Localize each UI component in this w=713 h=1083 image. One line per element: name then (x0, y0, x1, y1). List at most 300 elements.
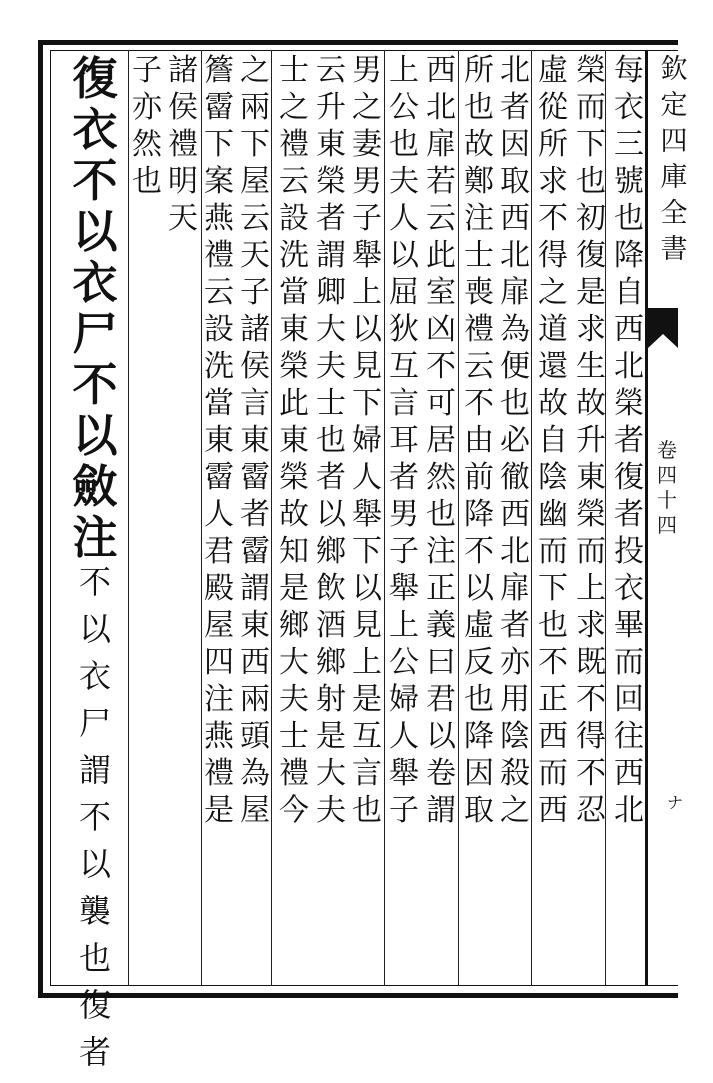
glyph: 西 (500, 497, 530, 532)
text-column-12 (200, 53, 238, 976)
glyph: 為 (500, 312, 530, 347)
glyph: 為 (240, 756, 270, 791)
glyph: 北 (614, 349, 644, 384)
glyph: 卷 (657, 438, 677, 462)
glyph: 子 (240, 275, 270, 310)
glyph: 上 (352, 275, 382, 310)
glyph: 下 (576, 127, 606, 162)
glyph: 兩 (240, 90, 270, 125)
glyph: 下 (204, 127, 234, 162)
glyph: 大 (316, 756, 346, 791)
glyph: 曰 (426, 645, 456, 680)
glyph: 君 (204, 534, 234, 569)
glyph: 從 (538, 90, 568, 125)
book-title (657, 56, 691, 272)
glyph: 以 (316, 497, 346, 532)
margin-leaf: ナ (667, 793, 684, 812)
glyph: 案 (204, 164, 234, 199)
glyph: 子 (352, 201, 382, 236)
glyph: 東 (204, 423, 234, 458)
glyph: 鄉 (316, 534, 346, 569)
text-column-5 (460, 53, 498, 976)
glyph: 西 (614, 756, 644, 791)
glyph: 注 (464, 201, 494, 236)
glyph: 東 (316, 127, 346, 162)
glyph: 洗 (204, 349, 234, 384)
glyph: 忍 (576, 793, 606, 828)
glyph: 求 (576, 312, 606, 347)
glyph: 也 (614, 201, 644, 236)
glyph: 大 (279, 645, 309, 680)
glyph: 言 (352, 756, 382, 791)
glyph: 也 (464, 90, 494, 125)
glyph: 耳 (389, 423, 419, 458)
glyph: 大 (316, 312, 346, 347)
glyph: 定 (660, 90, 688, 121)
glyph: 故 (538, 386, 568, 421)
glyph: 正 (538, 682, 568, 717)
glyph: 公 (389, 90, 419, 125)
glyph: 畢 (614, 608, 644, 643)
glyph: 生 (576, 349, 606, 384)
glyph: 夫 (316, 349, 346, 384)
text-column-14 (128, 53, 166, 976)
glyph: 四 (657, 513, 677, 537)
glyph: 而 (576, 534, 606, 569)
glyph: 取 (464, 793, 494, 828)
glyph: 故 (279, 497, 309, 532)
glyph: 也 (576, 164, 606, 199)
glyph: 復 (72, 52, 118, 105)
glyph: 今 (279, 793, 309, 828)
glyph: 士 (279, 719, 309, 754)
glyph: 前 (464, 460, 494, 495)
glyph: 往 (614, 719, 644, 754)
glyph: 也 (426, 497, 456, 532)
glyph: 下 (240, 127, 270, 162)
glyph: 之 (538, 275, 568, 310)
glyph: 扉 (426, 127, 456, 162)
glyph: 者 (240, 497, 270, 532)
glyph: 屋 (204, 608, 234, 643)
glyph: 公 (389, 645, 419, 680)
glyph: 西 (426, 53, 456, 88)
glyph: 書 (660, 234, 688, 265)
glyph: 不 (576, 682, 606, 717)
glyph: 注 (72, 511, 118, 564)
glyph: 夫 (389, 164, 419, 199)
glyph: 陰 (500, 719, 530, 754)
glyph: 人 (389, 201, 419, 236)
commentary-text (275, 53, 313, 833)
glyph: 復 (576, 238, 606, 273)
glyph: 士 (316, 386, 346, 421)
glyph: 不 (426, 349, 456, 384)
glyph: 此 (279, 386, 309, 421)
glyph: 而 (538, 534, 568, 569)
glyph: 狄 (389, 312, 419, 347)
text-column-3 (534, 53, 572, 976)
text-column-2 (572, 53, 610, 976)
glyph: 子 (389, 534, 419, 569)
glyph: 東 (279, 312, 309, 347)
glyph: 者 (78, 1033, 111, 1071)
glyph: 取 (500, 164, 530, 199)
glyph: 禮 (279, 127, 309, 162)
glyph: 是 (316, 719, 346, 754)
glyph: 上 (352, 645, 382, 680)
glyph: 飲 (316, 571, 346, 606)
glyph: 西 (538, 793, 568, 828)
glyph: 云 (426, 201, 456, 236)
glyph: 扉 (500, 571, 530, 606)
glyph: 鄉 (279, 608, 309, 643)
glyph: 不 (72, 154, 118, 207)
glyph: 投 (614, 534, 644, 569)
glyph: 之 (279, 90, 309, 125)
glyph: 幽 (538, 497, 568, 532)
glyph: 升 (576, 423, 606, 458)
glyph: 男 (389, 497, 419, 532)
glyph: 虛 (464, 608, 494, 643)
glyph: 洗 (279, 238, 309, 273)
glyph: 簷 (204, 53, 234, 88)
glyph: 不 (78, 563, 111, 601)
glyph: 既 (576, 645, 606, 680)
glyph: 舉 (352, 497, 382, 532)
glyph: 十 (657, 488, 677, 512)
glyph: 禮 (279, 756, 309, 791)
glyph: 子 (389, 793, 419, 828)
glyph: 初 (576, 201, 606, 236)
glyph: 衣 (614, 90, 644, 125)
glyph: 衣 (614, 571, 644, 606)
glyph: 降 (464, 719, 494, 754)
glyph: 舉 (389, 571, 419, 606)
glyph: 士 (464, 238, 494, 273)
glyph: 不 (538, 645, 568, 680)
commentary-text (534, 53, 572, 833)
glyph: 所 (538, 127, 568, 162)
glyph: 反 (464, 645, 494, 680)
glyph: 當 (204, 386, 234, 421)
glyph: 之 (352, 90, 382, 125)
glyph: 是 (352, 682, 382, 717)
glyph: 陰 (538, 460, 568, 495)
glyph: 屋 (240, 164, 270, 199)
main-text (65, 52, 125, 515)
glyph: 不 (464, 386, 494, 421)
commentary-text (128, 53, 166, 204)
glyph: 榮 (614, 386, 644, 421)
glyph: 屋 (240, 793, 270, 828)
glyph: 不 (538, 201, 568, 236)
glyph: 也 (132, 164, 162, 199)
glyph: 者 (500, 90, 530, 125)
commentary-text (496, 53, 534, 833)
glyph: 以 (78, 610, 111, 648)
glyph: 殺 (500, 756, 530, 791)
glyph: 下 (352, 386, 382, 421)
glyph: 東 (279, 423, 309, 458)
glyph: 設 (204, 312, 234, 347)
glyph: 必 (500, 423, 530, 458)
commentary-text (422, 53, 460, 833)
glyph: 禮 (204, 756, 234, 791)
glyph: 男 (352, 53, 382, 88)
glyph: 者 (316, 201, 346, 236)
glyph: 求 (538, 164, 568, 199)
glyph: 襲 (78, 892, 111, 930)
glyph: 降 (614, 238, 644, 273)
commentary-text (70, 563, 120, 1083)
glyph: 每 (614, 53, 644, 88)
glyph: 以 (426, 719, 456, 754)
glyph: 兩 (240, 682, 270, 717)
text-column-4 (496, 53, 534, 976)
glyph: 上 (389, 608, 419, 643)
glyph: 天 (168, 201, 198, 236)
glyph: 由 (464, 423, 494, 458)
glyph: 用 (500, 682, 530, 717)
glyph: 卿 (316, 275, 346, 310)
glyph: 義 (426, 608, 456, 643)
glyph: 知 (279, 534, 309, 569)
glyph: 燕 (204, 719, 234, 754)
glyph: 人 (389, 719, 419, 754)
glyph: 舉 (352, 238, 382, 273)
glyph: 庫 (660, 162, 688, 193)
glyph: 殿 (204, 571, 234, 606)
fishtail-mark-icon (648, 308, 678, 348)
glyph: 互 (352, 719, 382, 754)
glyph: 以 (72, 205, 118, 258)
glyph: 欽 (660, 54, 688, 85)
text-column-6 (422, 53, 460, 976)
glyph: 復 (614, 460, 644, 495)
text-column-13 (164, 53, 202, 976)
glyph: 不 (78, 798, 111, 836)
glyph: 頭 (240, 719, 270, 754)
glyph: 北 (614, 793, 644, 828)
glyph: 不 (72, 358, 118, 411)
glyph: 者 (614, 497, 644, 532)
glyph: 道 (538, 312, 568, 347)
glyph: 燕 (204, 201, 234, 236)
glyph: 天 (240, 238, 270, 273)
glyph: 云 (279, 164, 309, 199)
glyph: 謂 (240, 571, 270, 606)
glyph: 東 (240, 423, 270, 458)
glyph: 四 (657, 463, 677, 487)
glyph: 謂 (316, 238, 346, 273)
glyph: 射 (316, 682, 346, 717)
glyph: 以 (389, 238, 419, 273)
glyph: 所 (464, 53, 494, 88)
glyph: 是 (576, 275, 606, 310)
glyph: 上 (389, 53, 419, 88)
glyph: 鄭 (464, 164, 494, 199)
glyph: 居 (426, 423, 456, 458)
glyph: 人 (352, 460, 382, 495)
margin-title (652, 56, 696, 272)
glyph: 也 (316, 423, 346, 458)
glyph: 升 (316, 90, 346, 125)
glyph: 三 (614, 127, 644, 162)
glyph: 者 (316, 460, 346, 495)
glyph: 注 (204, 682, 234, 717)
glyph: 以 (352, 571, 382, 606)
glyph: 上 (576, 571, 606, 606)
margin-volume (655, 440, 679, 540)
glyph: 諸 (240, 312, 270, 347)
glyph: 斂 (72, 460, 118, 513)
glyph: 此 (426, 238, 456, 273)
glyph: 卷 (426, 756, 456, 791)
commentary-text (312, 53, 350, 833)
glyph: 禮 (204, 238, 234, 273)
glyph: 而 (614, 645, 644, 680)
glyph: 復 (78, 986, 111, 1024)
glyph: 注 (426, 534, 456, 569)
glyph: 以 (72, 409, 118, 462)
glyph: 西 (240, 645, 270, 680)
glyph: 榮 (576, 53, 606, 88)
glyph: 不 (576, 756, 606, 791)
glyph: 衣 (72, 256, 118, 309)
glyph: 東 (240, 608, 270, 643)
glyph: 故 (464, 127, 494, 162)
glyph: 霤 (204, 460, 234, 495)
glyph: 室 (426, 275, 456, 310)
glyph: 便 (500, 349, 530, 384)
glyph: 當 (279, 275, 309, 310)
glyph: 君 (426, 682, 456, 717)
commentary-text (460, 53, 498, 833)
glyph: 霤 (240, 534, 270, 569)
glyph: 霤 (204, 90, 234, 125)
glyph: 霤 (240, 460, 270, 495)
glyph: 扉 (500, 275, 530, 310)
glyph: 得 (538, 238, 568, 273)
glyph: 者 (500, 608, 530, 643)
glyph: 鄉 (316, 645, 346, 680)
commentary-text (348, 53, 386, 833)
glyph: 榮 (279, 349, 309, 384)
glyph: 子 (132, 53, 162, 88)
glyph: 妻 (352, 127, 382, 162)
glyph: 以 (464, 571, 494, 606)
glyph: 自 (614, 275, 644, 310)
glyph: 而 (576, 90, 606, 125)
glyph: 者 (614, 423, 644, 458)
glyph: 正 (426, 571, 456, 606)
text-column-7 (385, 53, 423, 976)
volume-number (655, 440, 679, 540)
glyph: 言 (240, 386, 270, 421)
glyph: 酒 (316, 608, 346, 643)
glyph: 號 (614, 164, 644, 199)
glyph: 是 (204, 793, 234, 828)
glyph: 諸 (168, 53, 198, 88)
glyph: 云 (204, 275, 234, 310)
glyph: 云 (316, 53, 346, 88)
commentary-text (164, 53, 202, 241)
glyph: 北 (500, 534, 530, 569)
glyph: 全 (660, 198, 688, 229)
glyph: 屈 (389, 275, 419, 310)
glyph: 見 (352, 608, 382, 643)
glyph: 回 (614, 682, 644, 717)
glyph: 男 (352, 164, 382, 199)
glyph: 四 (660, 126, 688, 157)
commentary-text (200, 53, 238, 833)
glyph: 可 (426, 386, 456, 421)
glyph: 若 (426, 164, 456, 199)
commentary-text (610, 53, 648, 833)
glyph: 喪 (464, 275, 494, 310)
text-column-15 (65, 52, 125, 1071)
glyph: 侯 (168, 90, 198, 125)
glyph: 士 (279, 53, 309, 88)
glyph: 明 (168, 164, 198, 199)
glyph: 也 (78, 939, 111, 977)
glyph: 侯 (240, 349, 270, 384)
glyph: 得 (576, 719, 606, 754)
text-column-8 (348, 53, 386, 976)
glyph: 求 (576, 608, 606, 643)
glyph: 榮 (576, 497, 606, 532)
glyph: 以 (78, 845, 111, 883)
glyph: 謂 (78, 751, 111, 789)
glyph: 徹 (500, 460, 530, 495)
glyph: 北 (500, 238, 530, 273)
glyph: 因 (464, 756, 494, 791)
text-column-11 (236, 53, 274, 976)
glyph: 互 (389, 349, 419, 384)
glyph: 婦 (389, 682, 419, 717)
glyph: 然 (426, 460, 456, 495)
glyph: 也 (389, 127, 419, 162)
glyph: 亦 (500, 645, 530, 680)
glyph: 下 (538, 571, 568, 606)
glyph: 下 (352, 534, 382, 569)
glyph: 四 (204, 645, 234, 680)
glyph: 西 (538, 719, 568, 754)
glyph: 然 (132, 127, 162, 162)
glyph: 北 (500, 53, 530, 88)
glyph: 亦 (132, 90, 162, 125)
glyph: 故 (576, 386, 606, 421)
glyph: 云 (464, 349, 494, 384)
glyph: 榮 (279, 460, 309, 495)
glyph: 禮 (464, 312, 494, 347)
glyph: 尸 (78, 704, 111, 742)
glyph: 虛 (538, 53, 568, 88)
glyph: 是 (279, 571, 309, 606)
glyph: 人 (204, 497, 234, 532)
glyph: 東 (576, 460, 606, 495)
text-column-1 (610, 53, 648, 976)
glyph: 夫 (316, 793, 346, 828)
glyph: 也 (500, 386, 530, 421)
commentary-marker (65, 511, 125, 566)
glyph: 尸 (72, 307, 118, 360)
glyph: 西 (500, 201, 530, 236)
glyph: 西 (614, 312, 644, 347)
glyph: 降 (464, 497, 494, 532)
glyph: 因 (500, 127, 530, 162)
